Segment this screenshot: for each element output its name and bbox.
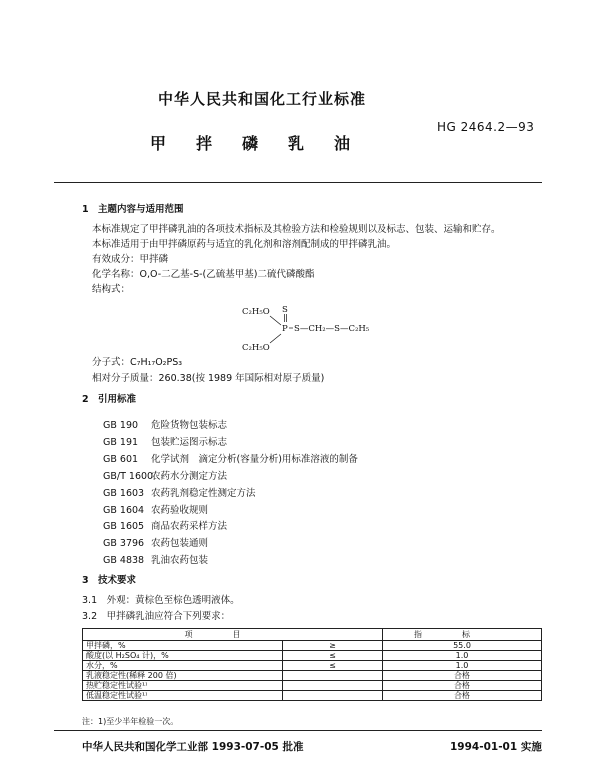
implementation-date: 1994-01-01 实施 [450, 741, 542, 753]
standard-title: 甲拌磷乳油 [150, 134, 381, 153]
reference-name: 农药验收规则 [151, 504, 209, 516]
reference-code: GB 1603 [103, 487, 145, 499]
org-title: 中华人民共和国化工行业标准 [158, 90, 367, 108]
reference-item [103, 435, 358, 452]
reference-code: GB 191 [103, 436, 139, 448]
row-value: 1.0 [383, 661, 542, 671]
row-value: 合格 [383, 681, 542, 691]
reference-code: GB 601 [103, 453, 139, 465]
reference-name: 农药包装通则 [151, 538, 209, 550]
reference-code: GB 3796 [103, 538, 145, 550]
reference-name: 农药水分测定方法 [151, 470, 228, 482]
row-operator: ≥ [283, 641, 383, 651]
reference-code: GB/T 1600 [103, 470, 154, 482]
reference-name: 危险货物包装标志 [151, 420, 228, 431]
structural-formula-drawing [240, 304, 400, 356]
approval-line: 中华人民共和国化学工业部 1993-07-05 批准 [82, 741, 304, 753]
row-operator: ≤ [283, 661, 383, 671]
section-2-heading [82, 391, 136, 405]
table-header-row [83, 629, 542, 641]
molecular-formula: 分子式：C₇H₁₇O₂PS₃ [92, 357, 183, 368]
row-operator: ≤ [283, 651, 383, 661]
row-item: 水分，% [83, 661, 283, 671]
table-row [83, 661, 542, 671]
reference-item [103, 469, 358, 486]
row-item: 乳液稳定性(稀释 200 倍) [83, 671, 283, 681]
formula-phosphorus: P [282, 324, 288, 334]
formula-chain: S—CH₂—S—C₂H₅ [294, 324, 370, 334]
row-item: 甲拌磷，% [83, 641, 283, 651]
formula-upper-group: C₂H₅O [242, 307, 270, 317]
row-item: 酸度(以 H₂SO₄ 计)，% [83, 651, 283, 661]
formula-lower-group: C₂H₅O [242, 343, 270, 353]
reference-name: 乳油农药包装 [151, 555, 209, 567]
section-3-heading [82, 572, 136, 586]
reference-code: GB 1604 [103, 504, 145, 516]
reference-item [103, 486, 358, 503]
reference-list [103, 418, 358, 570]
section-title: 技术要求 [98, 575, 137, 586]
row-value: 55.0 [383, 641, 542, 651]
section-number: 2 [82, 394, 89, 405]
table-row [83, 641, 542, 651]
reference-item [103, 452, 358, 469]
table-row [83, 671, 542, 681]
section-title: 引用标准 [98, 394, 137, 405]
table-row [83, 651, 542, 661]
reference-name: 包装贮运图示标志 [151, 436, 228, 448]
section-number: 3 [82, 575, 89, 586]
molecular-weight: 相对分子质量：260.38(按 1989 年国际相对原子质量) [92, 373, 325, 384]
table-row [83, 681, 542, 691]
footer-rule [54, 730, 542, 731]
reference-name: 商品农药采样方法 [151, 521, 228, 533]
reference-name: 化学试剂 滴定分析(容量分析)用标准溶液的制备 [151, 453, 358, 465]
row-operator [283, 681, 383, 691]
row-operator [283, 691, 383, 701]
header-rule [54, 182, 542, 183]
structural-formula [240, 304, 400, 356]
reference-code: GB 1605 [103, 521, 145, 533]
row-value: 1.0 [383, 651, 542, 661]
chemical-name: 化学名称：O,O-二乙基-S-(乙硫基甲基)二硫代磷酸酯 [92, 269, 315, 280]
clause-3-2: 3.2 甲拌磷乳油应符合下列要求： [82, 611, 231, 622]
section-title: 主题内容与适用范围 [98, 204, 184, 215]
clause-3-1: 3.1 外观：黄棕色至棕色透明液体。 [82, 595, 240, 606]
requirements-table [82, 628, 542, 701]
formula-sulfur: S [282, 305, 288, 315]
row-item: 热贮稳定性试验¹⁾ [83, 681, 283, 691]
structure-label: 结构式： [92, 284, 131, 295]
reference-code: GB 190 [103, 420, 139, 431]
row-item: 低温稳定性试验¹⁾ [83, 691, 283, 701]
reference-code: GB 4838 [103, 555, 145, 567]
row-value: 合格 [383, 671, 542, 681]
section-1-heading [82, 201, 184, 215]
table-row [83, 691, 542, 701]
header-item: 项目 [83, 629, 383, 641]
reference-item [103, 503, 358, 520]
section-number: 1 [82, 204, 89, 215]
paragraph: 本标准适用于由甲拌磷原药与适宜的乳化剂和溶剂配制成的甲拌磷乳油。 [92, 239, 397, 250]
reference-name: 农药乳剂稳定性测定方法 [151, 487, 256, 499]
paragraph: 本标准规定了甲拌磷乳油的各项技术指标及其检验方法和检验规则以及标志、包装、运输和贮存。 [92, 224, 501, 235]
table-note: 注：1)至少半年检验一次。 [82, 717, 179, 726]
reference-item [103, 553, 358, 570]
row-value: 合格 [383, 691, 542, 701]
standard-code: HG 2464.2—93 [437, 120, 535, 134]
reference-item [103, 536, 358, 553]
active-ingredient: 有效成分：甲拌磷 [92, 254, 169, 265]
reference-item [103, 519, 358, 536]
row-operator [283, 671, 383, 681]
reference-item [103, 418, 358, 435]
header-index: 指标 [383, 629, 542, 641]
